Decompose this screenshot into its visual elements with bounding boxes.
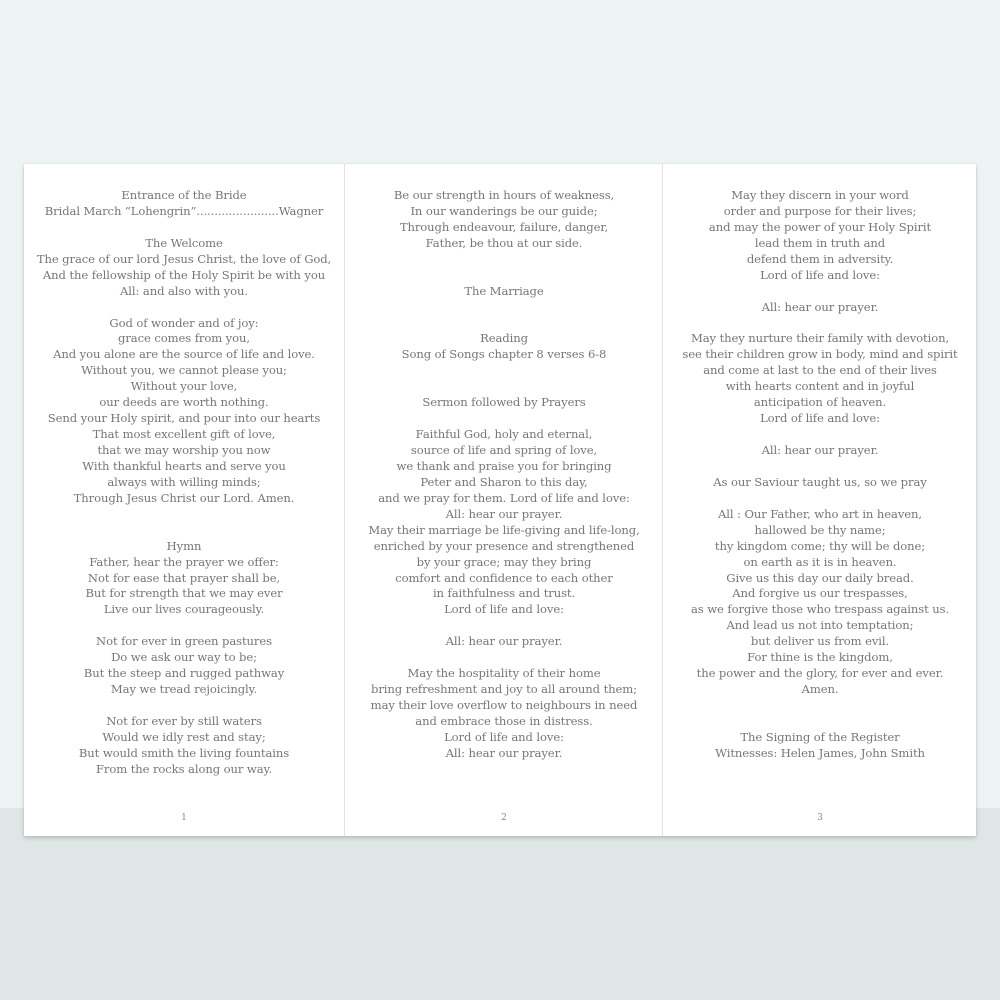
- text-line: For thine is the kingdom,: [747, 650, 893, 665]
- text-line: All: hear our prayer.: [445, 634, 563, 649]
- blank-line: [345, 379, 663, 395]
- blank-line: [345, 411, 663, 427]
- text-line: And forgive us our trespasses,: [732, 586, 908, 601]
- text-line: From the rocks along our way.: [95, 761, 273, 776]
- text-line: May we tread rejoicingly.: [110, 682, 258, 697]
- text-line: God of wonder and of joy:: [109, 315, 259, 330]
- text-line: that we may worship you now: [97, 443, 271, 457]
- text-line: Without you, we cannot please you;: [81, 363, 287, 378]
- text-line: With thankful hearts and serve you: [82, 458, 286, 473]
- blank-line: [663, 714, 977, 730]
- text-line: Entrance of the Bride: [121, 188, 247, 202]
- text-line: Lord of life and love:: [760, 267, 880, 282]
- page-3-text: [663, 188, 977, 762]
- text-line: All: hear our prayer.: [445, 506, 563, 521]
- text-line: Without your love,: [130, 379, 238, 394]
- text-line: on earth as it is in heaven.: [743, 554, 897, 569]
- page-1: [24, 164, 344, 836]
- text-line: with hearts content and in joyful: [725, 379, 915, 394]
- text-line: and we pray for them. Lord of life and love:: [378, 490, 630, 505]
- blank-line: [663, 698, 977, 714]
- text-line: may their love overflow to neighbours in need: [370, 698, 638, 712]
- text-line: defend them in adversity.: [746, 251, 894, 266]
- text-line: our deeds are worth nothing.: [99, 395, 269, 410]
- text-line: Peter and Sharon to this day,: [420, 474, 588, 489]
- text-line: as we forgive those who trespass against us.: [690, 602, 950, 617]
- text-line: Send your Holy spirit, and pour into our hearts: [47, 411, 321, 426]
- blank-line: [24, 698, 344, 714]
- text-line: thy kingdom come; thy will be done;: [714, 538, 926, 553]
- text-line: Live our lives courageously.: [103, 602, 265, 617]
- text-line: Reading: [480, 331, 528, 346]
- text-line: Father, hear the prayer we offer:: [89, 554, 279, 569]
- text-line: Would we idly rest and stay;: [102, 729, 266, 744]
- text-line: All: hear our prayer.: [761, 443, 879, 457]
- text-line: Do we ask our way to be;: [111, 650, 257, 665]
- text-line: Amen.: [801, 682, 839, 697]
- page-number: 2: [501, 813, 507, 823]
- blank-line: [345, 650, 663, 666]
- blank-line: [24, 507, 344, 523]
- text-line: In our wanderings be our guide;: [410, 203, 598, 218]
- page-number: 3: [817, 813, 823, 823]
- text-line: Hymn: [166, 538, 202, 553]
- text-line: Bridal March “Lohengrin”.......................Wagner: [44, 203, 324, 218]
- blank-line: [345, 268, 663, 284]
- text-line: by your grace; may they bring: [416, 554, 592, 569]
- page-2: [344, 164, 663, 836]
- text-line: May the hospitality of their home: [407, 666, 601, 681]
- blank-line: [663, 284, 977, 300]
- text-line: comfort and confidence to each other: [395, 570, 613, 585]
- text-line: And the fellowship of the Holy Spirit be with you: [42, 267, 326, 282]
- text-line: But the steep and rugged pathway: [83, 666, 285, 681]
- text-line: Song of Songs chapter 8 verses 6-8: [401, 347, 607, 362]
- text-line: Sermon followed by Prayers: [422, 395, 586, 410]
- text-line: in faithfulness and trust.: [432, 586, 576, 601]
- text-line: Through Jesus Christ our Lord. Amen.: [73, 490, 295, 505]
- text-line: Be our strength in hours of weakness,: [393, 188, 615, 202]
- text-line: All : Our Father, who art in heaven,: [718, 506, 922, 521]
- text-line: enriched by your presence and strengthened: [373, 538, 635, 553]
- text-line: May their marriage be life-giving and life-long,: [368, 522, 640, 537]
- page-number: 1: [181, 813, 187, 823]
- background-surface: [0, 808, 1000, 1000]
- blank-line: [345, 316, 663, 332]
- text-line: Through endeavour, failure, danger,: [399, 219, 609, 234]
- blank-line: [663, 491, 977, 507]
- text-line: Father, be thou at our side.: [425, 235, 583, 250]
- text-line: order and purpose for their lives;: [723, 203, 917, 218]
- text-line: Not for ever by still waters: [106, 713, 262, 728]
- text-line: The grace of our lord Jesus Christ, the love of God,: [36, 251, 332, 266]
- blank-line: [345, 363, 663, 379]
- text-line: Not for ever in green pastures: [96, 634, 272, 649]
- blank-line: [663, 316, 977, 332]
- blank-line: [663, 427, 977, 443]
- text-line: May they discern in your word: [731, 188, 909, 202]
- blank-line: [345, 252, 663, 268]
- text-line: And you alone are the source of life and love.: [53, 347, 315, 362]
- text-line: and embrace those in distress.: [415, 713, 593, 728]
- blank-line: [24, 220, 344, 236]
- text-line: see their children grow in body, mind and spirit: [682, 347, 958, 362]
- text-line: Faithful God, holy and eternal,: [415, 427, 593, 442]
- text-line: That most excellent gift of love,: [92, 427, 276, 442]
- text-line: Witnesses: Helen James, John Smith: [715, 745, 925, 760]
- text-line: Not for ease that prayer shall be,: [87, 570, 281, 585]
- text-line: and come at last to the end of their lives: [703, 363, 937, 378]
- text-line: Lord of life and love:: [444, 602, 564, 617]
- text-line: lead them in truth and: [754, 235, 886, 250]
- text-line: grace comes from you,: [118, 331, 250, 346]
- text-line: The Signing of the Register: [740, 729, 900, 744]
- blank-line: [24, 523, 344, 539]
- blank-line: [663, 459, 977, 475]
- text-line: Give us this day our daily bread.: [726, 570, 914, 585]
- text-line: but deliver us from evil.: [750, 634, 890, 649]
- text-line: always with willing minds;: [107, 474, 261, 489]
- text-line: The Marriage: [464, 283, 544, 298]
- order-of-service-booklet: [24, 164, 976, 836]
- text-line: May they nurture their family with devotion,: [690, 331, 950, 346]
- text-line: Lord of life and love:: [760, 411, 880, 426]
- text-line: source of life and spring of love,: [410, 443, 598, 457]
- text-line: bring refreshment and joy to all around them;: [371, 682, 637, 697]
- blank-line: [345, 618, 663, 634]
- text-line: As our Saviour taught us, so we pray: [713, 474, 927, 489]
- page-2-text: [345, 188, 663, 762]
- text-line: But for strength that we may ever: [85, 586, 283, 601]
- blank-line: [345, 300, 663, 316]
- text-line: and may the power of your Holy Spirit: [708, 219, 932, 234]
- text-line: anticipation of heaven.: [753, 395, 887, 410]
- text-line: All: hear our prayer.: [761, 299, 879, 314]
- text-line: the power and the glory, for ever and ever.: [696, 666, 944, 681]
- text-line: Lord of life and love:: [444, 729, 564, 744]
- page-3: [662, 164, 977, 836]
- text-line: All: and also with you.: [120, 283, 248, 298]
- text-line: hallowed be thy name;: [754, 522, 886, 537]
- text-line: But would smith the living fountains: [78, 745, 290, 760]
- blank-line: [24, 300, 344, 316]
- text-line: And lead us not into temptation;: [726, 618, 914, 633]
- page-1-text: [24, 188, 344, 778]
- text-line: we thank and praise you for bringing: [396, 458, 612, 473]
- text-line: All: hear our prayer.: [445, 745, 563, 760]
- text-line: The Welcome: [145, 235, 223, 250]
- blank-line: [24, 618, 344, 634]
